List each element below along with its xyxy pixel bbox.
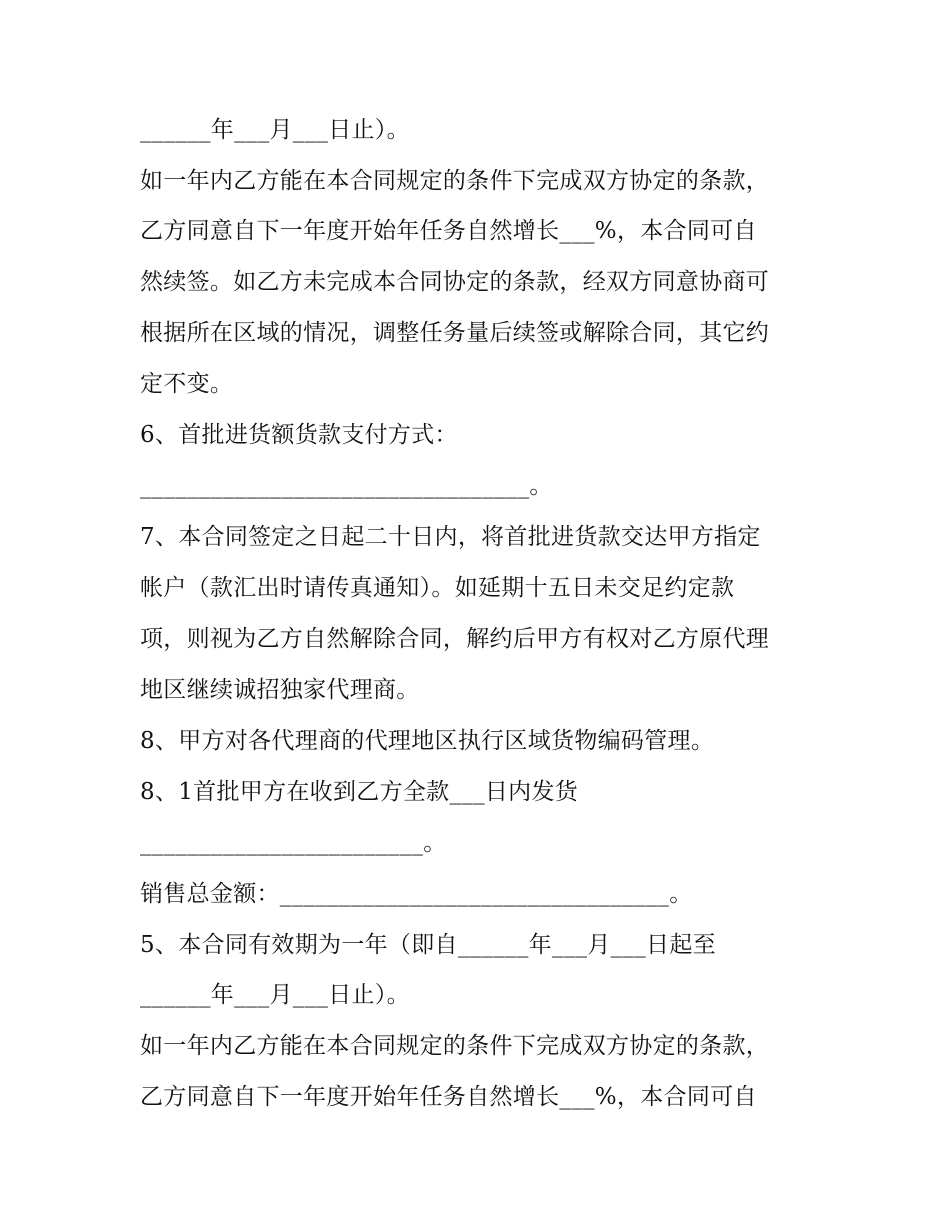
text-line: 乙方同意自下一年度开始年任务自然增长___%，本合同可自 <box>140 1084 757 1110</box>
text-line: 如一年内乙方能在本合同规定的条件下完成双方协定的条款， <box>140 1033 770 1059</box>
text-line: 8、1首批甲方在收到乙方全款___日内发货 <box>140 779 579 805</box>
text-line: 如一年内乙方能在本合同规定的条件下完成双方协定的条款， <box>140 168 770 194</box>
text-line: 5、本合同有效期为一年（即自______年___月___日起至 <box>140 932 716 958</box>
text-line: 根据所在区域的情况，调整任务量后续签或解除合同，其它约 <box>140 320 770 346</box>
text-line: 6、首批进货额货款支付方式： <box>140 422 458 448</box>
text-line: 帐户（款汇出时请传真通知）。如延期十五日未交足约定款 <box>140 575 735 601</box>
text-line: 地区继续诚招独家代理商。 <box>140 677 420 703</box>
text-line: 乙方同意自下一年度开始年任务自然增长___%，本合同可自 <box>140 218 757 244</box>
text-line: 然续签。如乙方未完成本合同协定的条款，经双方同意协商可 <box>140 269 770 295</box>
text-line: ________________________。 <box>140 830 447 856</box>
text-line: 定不变。 <box>140 371 234 397</box>
text-line: 销售总金额：_________________________________。 <box>140 881 693 907</box>
text-line: _________________________________。 <box>140 473 553 499</box>
text-line: 7、本合同签定之日起二十日内，将首批进货款交达甲方指定 <box>140 524 761 550</box>
text-line: 项，则视为乙方自然解除合同，解约后甲方有权对乙方原代理 <box>140 626 770 652</box>
text-line: ______年___月___日止）。 <box>140 982 410 1008</box>
text-line: ______年___月___日止）。 <box>140 117 410 143</box>
text-line: 8、甲方对各代理商的代理地区执行区域货物编码管理。 <box>140 728 715 754</box>
